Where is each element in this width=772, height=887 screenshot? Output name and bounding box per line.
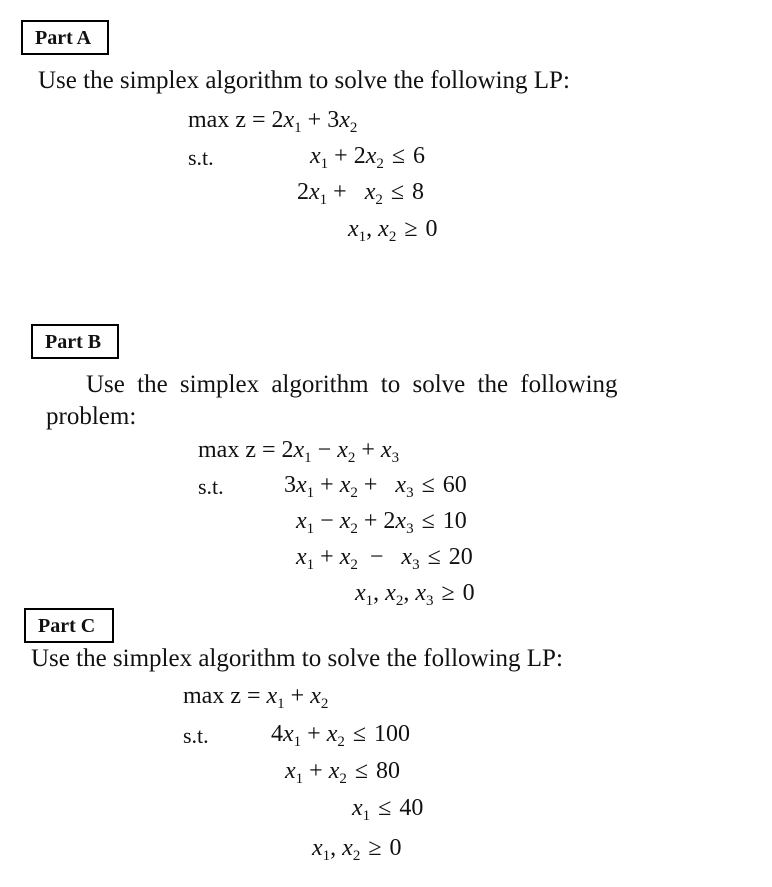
- part-c-st: s.t.: [183, 723, 209, 748]
- part-c-prompt: Use the simplex algorithm to solve the following LP:: [31, 645, 563, 672]
- part-b-st: s.t.: [198, 474, 224, 499]
- objective-prefix: max z =: [183, 683, 267, 709]
- part-b-constraint-3: $x_1 + x_2 - x_3 \le 20$: [296, 544, 473, 573]
- part-c-nonneg: $x_1$, $x_2 \ge 0$: [312, 835, 402, 864]
- part-a-st: s.t.: [188, 145, 214, 170]
- part-a-constraint-2: $2x_1 + x_2 \le 8$: [297, 179, 425, 208]
- part-c-constraint-3: $x_1 \le 40$: [352, 795, 424, 824]
- part-b-nonneg: $x_1$, $x_2$, $x_3 \ge 0$: [355, 580, 475, 609]
- part-b-objective: $\max z = 2x_1 - x_2 + x_3$: [198, 437, 400, 466]
- part-a-constraint-1: $x_1 + 2x_2 \le 6$: [310, 143, 426, 172]
- part-c-label: Part C: [24, 608, 114, 643]
- part-b-prompt-line1: Use the simplex algorithm to solve the following: [86, 371, 618, 398]
- part-b-prompt-line2: problem:: [46, 403, 137, 430]
- part-c-objective: $\max z = x_1 + x_2$: [183, 683, 329, 712]
- part-b-constraint-1: $3x_1 + x_2 + x_3 \le 60$: [284, 472, 467, 501]
- part-a-prompt: Use the simplex algorithm to solve the following LP:: [38, 67, 570, 94]
- objective-prefix: max z =: [198, 437, 282, 463]
- part-a-objective: $\max z = 2x_1 + 3x_2$: [188, 107, 358, 136]
- part-b-constraint-2: $x_1 - x_2 + 2x_3 \le 10$: [296, 508, 467, 537]
- objective-prefix: max z =: [188, 107, 272, 133]
- part-a-label: Part A: [21, 20, 109, 55]
- part-b-label: Part B: [31, 324, 119, 359]
- part-c-constraint-1: $4x_1 + x_2 \le 100$: [271, 721, 411, 750]
- part-a-nonneg: $x_1$, $x_2 \ge 0$: [348, 216, 438, 245]
- part-c-constraint-2: $x_1 + x_2 \le 80$: [285, 758, 401, 787]
